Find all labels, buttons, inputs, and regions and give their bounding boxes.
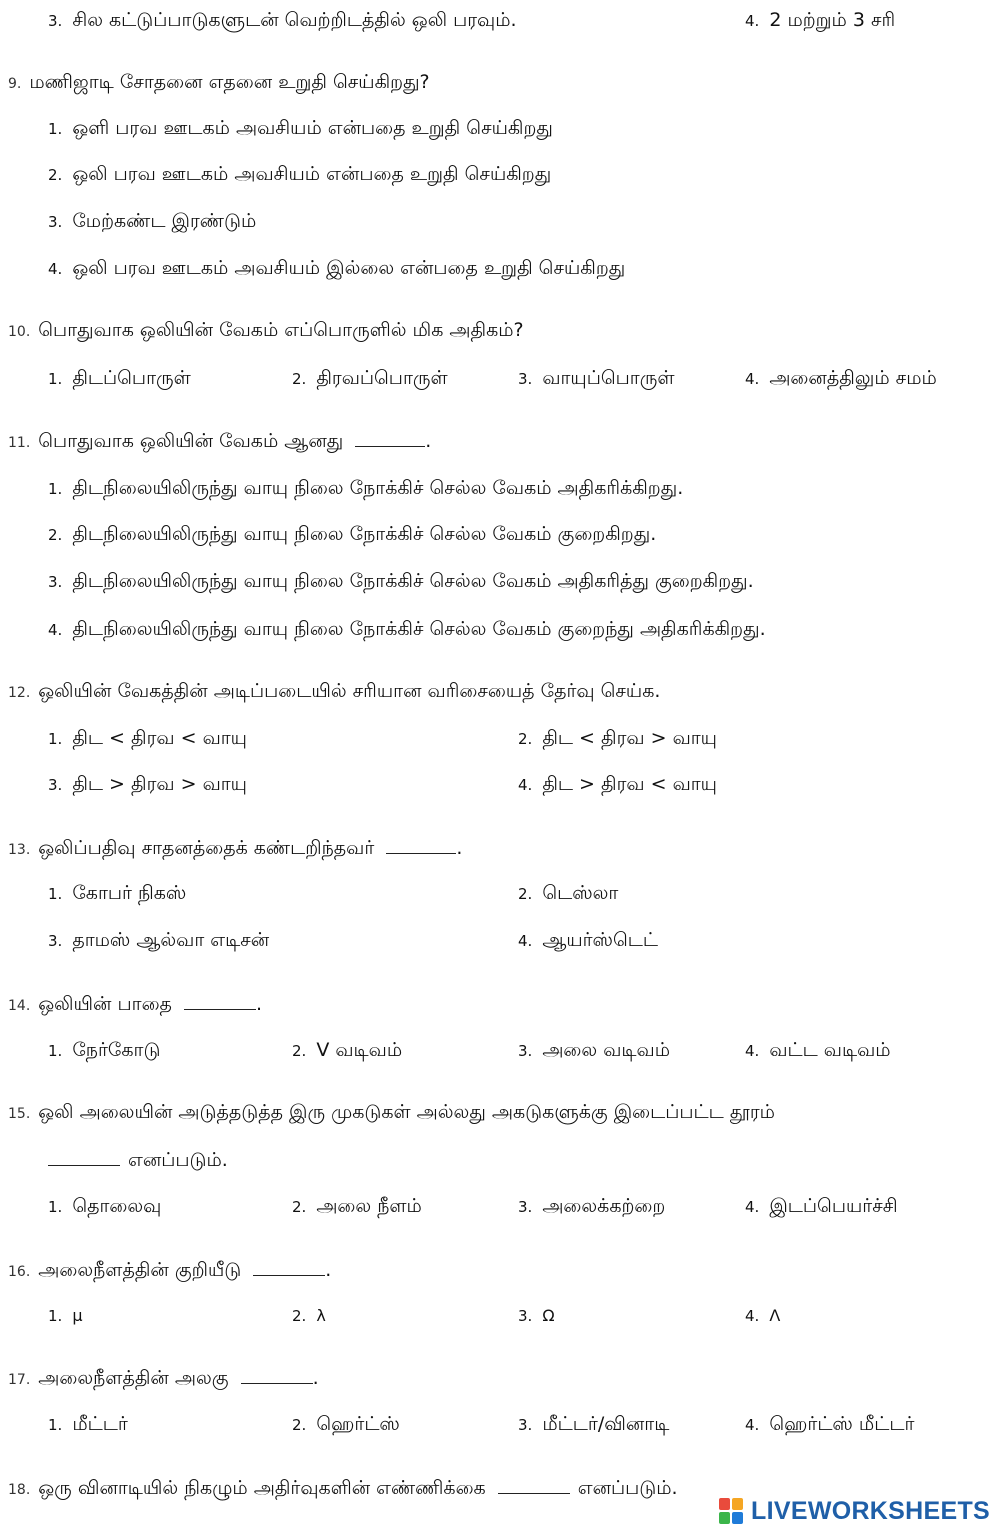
q15-option-4: 4. இடப்பெயர்ச்சி <box>745 1195 898 1217</box>
q15-option-2: 2. அலை நீளம் <box>292 1195 422 1217</box>
question-15: 15. ஒலி அலையின் அடுத்தடுத்த இரு முகடுகள் அல்லது அகடுகளுக்கு இடைப்பட்ட தூரம் <box>8 1101 775 1123</box>
q16-option-2: 2. λ <box>292 1306 326 1325</box>
answer-blank[interactable] <box>184 991 256 1010</box>
answer-blank[interactable] <box>355 428 425 447</box>
q11-option-3: 3. திடநிலையிலிருந்து வாயு நிலை நோக்கிச் செல்ல வேகம் அதிகரித்து குறைகிறது. <box>48 570 754 592</box>
question-13: 13. ஒலிப்பதிவு சாதனத்தைக் கண்டறிந்தவர் . <box>8 837 463 859</box>
q9-option-1: 1. ஒளி பரவ ஊடகம் அவசியம் என்பதை உறுதி செய்கிறது <box>48 117 553 139</box>
q8-option-3: 3. சில கட்டுப்பாடுகளுடன் வெற்றிடத்தில் ஒலி பரவும். <box>48 9 517 31</box>
liveworksheets-logo <box>719 1497 990 1526</box>
answer-blank[interactable] <box>253 1257 325 1276</box>
question-10: 10. பொதுவாக ஒலியின் வேகம் எப்பொருளில் மிக அதிகம்? <box>8 319 524 341</box>
q17-option-2: 2. ஹெர்ட்ஸ் <box>292 1413 400 1435</box>
answer-blank[interactable] <box>386 835 456 854</box>
q15-option-1: 1. தொலைவு <box>48 1195 162 1217</box>
q11-option-2: 2. திடநிலையிலிருந்து வாயு நிலை நோக்கிச் செல்ல வேகம் குறைகிறது. <box>48 523 657 545</box>
answer-blank[interactable] <box>241 1365 313 1384</box>
answer-blank[interactable] <box>48 1147 120 1166</box>
q12-option-4: 4. திட > திரவ < வாயு <box>518 773 717 795</box>
q15-option-3: 3. அலைக்கற்றை <box>518 1195 666 1217</box>
question-12: 12. ஒலியின் வேகத்தின் அடிப்படையில் சரியான வரிசையைத் தேர்வு செய்க. <box>8 680 661 702</box>
question-18: 18. ஒரு வினாடியில் நிகழும் அதிர்வுகளின் எண்ணிக்கை எனப்படும். <box>8 1477 678 1499</box>
q17-option-4: 4. ஹெர்ட்ஸ் மீட்டர் <box>745 1413 915 1435</box>
q10-option-2: 2. திரவப்பொருள் <box>292 367 448 389</box>
question-16: 16. அலைநீளத்தின் குறியீடு . <box>8 1259 332 1281</box>
q17-option-1: 1. மீட்டர் <box>48 1413 128 1435</box>
liveworksheets-icon <box>719 1498 745 1526</box>
question-14: 14. ஒலியின் பாதை . <box>8 993 263 1015</box>
q10-option-4: 4. அனைத்திலும் சமம் <box>745 367 937 389</box>
q9-option-4: 4. ஒலி பரவ ஊடகம் அவசியம் இல்லை என்பதை உறுதி செய்கிறது <box>48 257 626 279</box>
q9-option-3: 3. மேற்கண்ட இரண்டும் <box>48 210 257 232</box>
q10-option-1: 1. திடப்பொருள் <box>48 367 191 389</box>
question-9: 9. மணிஜாடி சோதனை எதனை உறுதி செய்கிறது? <box>8 71 430 93</box>
q9-option-2: 2. ஒலி பரவ ஊடகம் அவசியம் என்பதை உறுதி செய்கிறது <box>48 163 552 185</box>
q11-option-1: 1. திடநிலையிலிருந்து வாயு நிலை நோக்கிச் செல்ல வேகம் அதிகரிக்கிறது. <box>48 477 684 499</box>
answer-blank[interactable] <box>498 1475 570 1494</box>
q10-option-3: 3. வாயுப்பொருள் <box>518 367 675 389</box>
q13-option-1: 1. கோபர் நிகஸ் <box>48 882 187 904</box>
q12-option-1: 1. திட < திரவ < வாயு <box>48 727 247 749</box>
question-15-line2: எனப்படும். <box>48 1147 228 1172</box>
q13-option-3: 3. தாமஸ் ஆல்வா எடிசன் <box>48 929 270 951</box>
q16-option-1: 1. μ <box>48 1306 83 1325</box>
q17-option-3: 3. மீட்டர்/வினாடி <box>518 1413 670 1435</box>
question-17: 17. அலைநீளத்தின் அலகு . <box>8 1367 319 1389</box>
q8-option-4: 4. 2 மற்றும் 3 சரி <box>745 9 896 31</box>
q12-option-2: 2. திட < திரவ > வாயு <box>518 727 717 749</box>
q14-option-1: 1. நேர்கோடு <box>48 1039 161 1061</box>
q12-option-3: 3. திட > திரவ > வாயு <box>48 773 247 795</box>
q16-option-3: 3. Ω <box>518 1306 555 1325</box>
q16-option-4: 4. Λ <box>745 1306 781 1325</box>
q14-option-3: 3. அலை வடிவம் <box>518 1039 670 1061</box>
q14-option-4: 4. வட்ட வடிவம் <box>745 1039 891 1061</box>
q11-option-4: 4. திடநிலையிலிருந்து வாயு நிலை நோக்கிச் செல்ல வேகம் குறைந்து அதிகரிக்கிறது. <box>48 618 766 640</box>
q13-option-2: 2. டெஸ்லா <box>518 882 619 904</box>
liveworksheets-wordmark: LIVEWORKSHEETS <box>751 1497 990 1525</box>
question-11: 11. பொதுவாக ஒலியின் வேகம் ஆனது . <box>8 430 432 452</box>
q13-option-4: 4. ஆயர்ஸ்டெட் <box>518 929 659 951</box>
q14-option-2: 2. V வடிவம் <box>292 1039 403 1061</box>
